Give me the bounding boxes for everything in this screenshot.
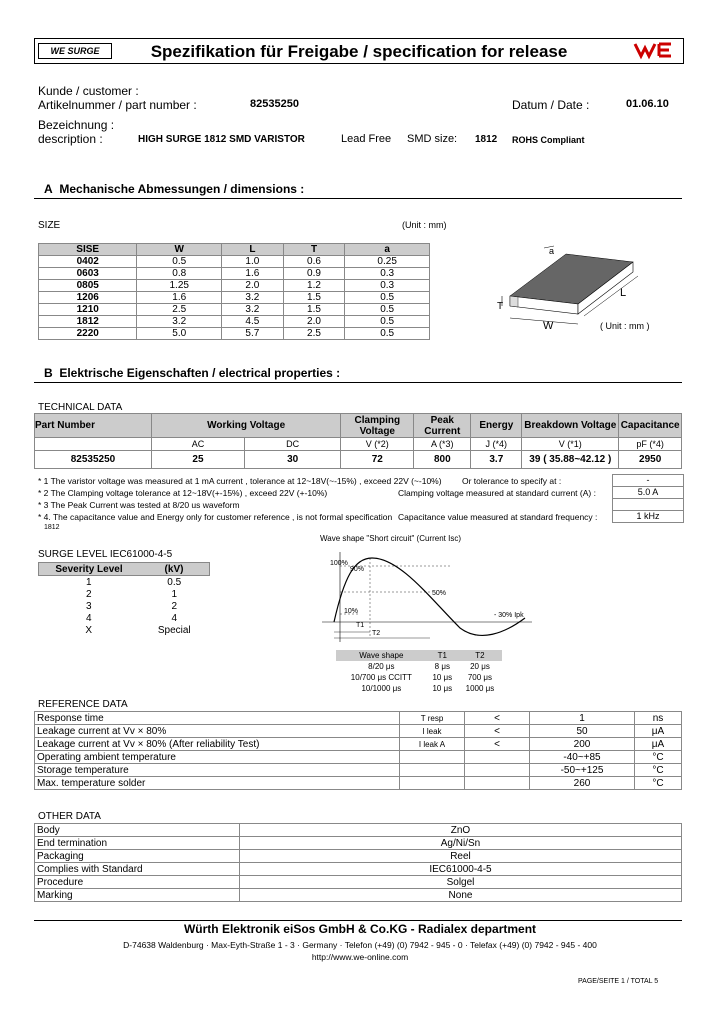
unit-cell: DC <box>244 438 340 451</box>
frequency-box: 1 kHz <box>612 510 684 523</box>
header-box <box>34 38 684 64</box>
dim-header-cell: W <box>137 244 222 256</box>
ref-cell: μA <box>635 725 682 738</box>
dim-cell: 2.5 <box>283 328 345 340</box>
table-row <box>39 268 430 280</box>
ref-cell: Storage temperature <box>35 764 400 777</box>
table-row <box>336 672 502 683</box>
dim-header-cell: a <box>345 244 430 256</box>
surge-cell: 1 <box>85 576 92 588</box>
ref-cell: Operating ambient temperature <box>35 751 400 764</box>
table-row <box>39 256 430 268</box>
th-clamping-voltage: Clamping Voltage <box>341 414 414 438</box>
table-row <box>39 292 430 304</box>
wave-label-10: 10% <box>344 608 359 615</box>
dim-cell: 4.5 <box>222 316 284 328</box>
dim-a-label: a <box>549 246 555 256</box>
dimensions-table <box>38 243 430 340</box>
smd-size-label: SMD size: <box>407 133 458 145</box>
dim-header-cell: T <box>283 244 345 256</box>
ref-cell: Response time <box>35 712 400 725</box>
date-value: 01.06.10 <box>626 98 669 110</box>
surge-th: (kV) <box>164 563 184 575</box>
dim-cell: 0805 <box>39 280 137 292</box>
dim-cell: 5.7 <box>222 328 284 340</box>
section-a-title: A Mechanische Abmessungen / dimensions : <box>44 182 305 196</box>
other-label-cell: Packaging <box>35 850 240 863</box>
table-row <box>35 889 682 902</box>
bezeichnung-label: Bezeichnung : <box>38 118 115 132</box>
dim-cell: 2.0 <box>222 280 284 292</box>
dim-cell: 0.25 <box>345 256 430 268</box>
clamp-current-box: 5.0 A <box>612 486 684 499</box>
ref-cell: Max. temperature solder <box>35 777 400 790</box>
ref-cell: ns <box>635 712 682 725</box>
unit-cell: V (*2) <box>341 438 414 451</box>
wave-cell: 10/700 μs CCITT <box>350 673 412 682</box>
company-name: Würth Elektronik eiSos GmbH & Co.KG - Radialex department <box>183 922 537 936</box>
table-row <box>39 328 430 340</box>
smd-size-value: 1812 <box>475 134 498 145</box>
date-label: Datum / Date : <box>512 98 590 112</box>
table-row <box>39 304 430 316</box>
surge-cell: 3 <box>85 600 92 612</box>
value-cell: 72 <box>341 451 414 469</box>
dim-cell: 0.9 <box>283 268 345 280</box>
dim-cell: 0.5 <box>345 328 430 340</box>
wave-label-50: 50% <box>432 590 447 597</box>
technical-data-label: TECHNICAL DATA <box>38 402 123 413</box>
other-data-table <box>34 823 682 902</box>
dim-cell: 0.5 <box>345 292 430 304</box>
section-a-line <box>34 198 682 199</box>
th-working-voltage: Working Voltage <box>152 414 341 438</box>
wave-th: T2 <box>475 651 485 660</box>
surge-cell: 4 <box>171 612 178 624</box>
company-website[interactable]: http://www.we-online.com <box>311 952 409 962</box>
th-peak-current: Peak Current <box>414 414 471 438</box>
wave-shape-diagram <box>320 548 536 648</box>
ref-cell: 200 <box>530 738 635 751</box>
dim-cell: 1.5 <box>283 304 345 316</box>
other-data-label: OTHER DATA <box>38 811 101 822</box>
surge-cell: Special <box>157 624 191 636</box>
other-value-cell: ZnO <box>240 824 682 837</box>
table-row <box>336 661 502 672</box>
ref-cell: 1 <box>530 712 635 725</box>
description-value: HIGH SURGE 1812 SMD VARISTOR <box>138 134 305 145</box>
part-number-value: 82535250 <box>250 98 299 110</box>
customer-label: Kunde / customer : <box>38 84 139 98</box>
value-cell: 30 <box>244 451 340 469</box>
note-2: * 2 The Clamping voltage tolerance at 12~18V(+-15%) , exceed 22V (+-10%) <box>38 488 328 498</box>
ref-cell: -50~+125 <box>530 764 635 777</box>
surge-cell: 2 <box>171 600 178 612</box>
tolerance-box: - <box>612 474 684 487</box>
ref-cell: Leakage current at Vv × 80% (After reliability Test) <box>35 738 400 751</box>
note-1: * 1 The varistor voltage was measured at 1 mA current , tolerance at 12~18V(~-15%) , exceed 22V (~-10%) <box>38 476 442 486</box>
page-number: PAGE/SEITE 1 / TOTAL 5 <box>578 978 659 985</box>
dim-cell: 5.0 <box>137 328 222 340</box>
note-right-3: Capacitance value measured at standard frequency : <box>398 512 598 522</box>
other-label-cell: End termination <box>35 837 240 850</box>
surge-cell: 1 <box>171 588 178 600</box>
table-row <box>35 725 682 738</box>
section-b-line <box>34 382 682 383</box>
surge-cell: 0.5 <box>167 576 182 588</box>
table-row <box>35 876 682 889</box>
ref-cell <box>465 751 530 764</box>
ref-cell: T resp <box>400 712 465 725</box>
table-row <box>336 683 502 694</box>
ref-cell: I leak <box>400 725 465 738</box>
ref-cell <box>400 777 465 790</box>
other-label-cell: Complies with Standard <box>35 863 240 876</box>
description-label: description : <box>38 132 103 146</box>
dim-cell: 0603 <box>39 268 137 280</box>
wave-label-90: 90% <box>350 566 365 573</box>
wave-cell: 1000 μs <box>465 684 495 693</box>
ref-cell: -40~+85 <box>530 751 635 764</box>
ref-cell: < <box>465 712 530 725</box>
note-right-2: Clamping voltage measured at standard current (A) : <box>398 488 596 498</box>
unit-cell: AC <box>152 438 245 451</box>
dim-cell: 0402 <box>39 256 137 268</box>
unit-cell: pF (*4) <box>619 438 682 451</box>
we-surge-logo: WE SURGE <box>38 43 112 59</box>
note-4: * 4. The capacitance value and Energy only for customer reference , is not formal specification <box>38 512 393 522</box>
dim-header-cell: SISE <box>39 244 137 256</box>
th-part-number: Part Number <box>35 414 152 438</box>
dim-l-label: L <box>620 287 627 299</box>
value-cell: 3.7 <box>471 451 522 469</box>
surge-th: Severity Level <box>55 563 123 575</box>
dim-header-cell: L <box>222 244 284 256</box>
surge-cell: X <box>85 624 93 636</box>
wave-label-t2: T2 <box>372 630 381 637</box>
company-address: D-74638 Waldenburg · Max-Eyth-Straße 1 - 3 · Germany · Telefon (+49) (0) 7942 - 945 - 0 · Telefax (+49) (0) 7942 - 945 - 400 <box>123 940 597 950</box>
wave-cell: 10 μs <box>432 673 453 682</box>
ref-cell: 50 <box>530 725 635 738</box>
value-cell: 800 <box>414 451 471 469</box>
wave-cell: 8/20 μs <box>368 662 395 671</box>
dim-cell: 0.6 <box>283 256 345 268</box>
surge-table <box>38 562 210 636</box>
unit-cell: J (*4) <box>471 438 522 451</box>
dim-cell: 1.6 <box>222 268 284 280</box>
table-row <box>35 777 682 790</box>
dim-w-label: W <box>543 320 554 332</box>
dim-cell: 1210 <box>39 304 137 316</box>
ref-cell: μA <box>635 738 682 751</box>
ref-cell: °C <box>635 777 682 790</box>
dim-cell: 0.3 <box>345 268 430 280</box>
table-row <box>39 600 210 612</box>
other-value-cell: None <box>240 889 682 902</box>
unit-cell <box>35 438 152 451</box>
wave-label-100: 100% <box>330 560 348 567</box>
table-row <box>35 712 682 725</box>
ref-cell <box>400 751 465 764</box>
table-row <box>35 863 682 876</box>
dim-cell: 3.2 <box>222 304 284 316</box>
dim-cell: 1.5 <box>283 292 345 304</box>
value-cell: 39 ( 35.88~42.12 ) <box>522 451 619 469</box>
dim-cell: 1.0 <box>222 256 284 268</box>
wave-label-t1: T1 <box>356 622 365 629</box>
dim-cell: 2.5 <box>137 304 222 316</box>
note-right-1: Or tolerance to specify at : <box>462 476 562 486</box>
table-row <box>35 764 682 777</box>
section-b-title: B Elektrische Eigenschaften / electrical properties : <box>44 366 341 380</box>
dim-cell: 0.5 <box>345 304 430 316</box>
dim-cell: 1812 <box>39 316 137 328</box>
table-row <box>39 612 210 624</box>
surge-cell: 4 <box>85 612 92 624</box>
other-label-cell: Procedure <box>35 876 240 889</box>
table-row <box>35 837 682 850</box>
wave-shape-table <box>336 650 502 694</box>
other-label-cell: Body <box>35 824 240 837</box>
wave-cell: 10/1000 μs <box>361 684 402 693</box>
other-value-cell: Ag/Ni/Sn <box>240 837 682 850</box>
other-value-cell: Reel <box>240 850 682 863</box>
dim-cell: 0.5 <box>345 316 430 328</box>
reference-data-table <box>34 711 682 790</box>
other-value-cell: IEC61000-4-5 <box>240 863 682 876</box>
dim-cell: 1.2 <box>283 280 345 292</box>
ref-cell: < <box>465 725 530 738</box>
other-label-cell: Marking <box>35 889 240 902</box>
table-row <box>39 588 210 600</box>
table-row <box>39 624 210 636</box>
dim-cell: 0.5 <box>137 256 222 268</box>
dim-t-label: T <box>497 301 504 312</box>
table-row <box>35 738 682 751</box>
note-size: 1812 <box>44 524 60 531</box>
table-row <box>35 824 682 837</box>
size-label: SIZE <box>38 220 61 231</box>
ref-cell <box>465 764 530 777</box>
technical-data-table <box>34 413 682 469</box>
other-value-cell: Solgel <box>240 876 682 889</box>
table-row <box>35 850 682 863</box>
wave-cell: 700 μs <box>467 673 493 682</box>
dim-cell: 1206 <box>39 292 137 304</box>
ref-cell <box>400 764 465 777</box>
unit-cell: V (*1) <box>522 438 619 451</box>
ref-cell <box>465 777 530 790</box>
part-number-label: Artikelnummer / part number : <box>38 98 197 112</box>
value-cell: 25 <box>152 451 245 469</box>
surge-level-label: SURGE LEVEL IEC61000-4-5 <box>38 549 173 560</box>
ref-cell: < <box>465 738 530 751</box>
wave-cell: 10 μs <box>432 684 453 693</box>
wave-label-min: - 30% Ipk <box>494 612 524 619</box>
ref-cell: Leakage current at Vv × 80% <box>35 725 400 738</box>
lead-free: Lead Free <box>341 133 392 145</box>
wave-cell: 20 μs <box>470 662 490 671</box>
value-cell: 2950 <box>619 451 682 469</box>
we-logo-icon <box>631 40 679 60</box>
note-3: * 3 The Peak Current was tested at 8/20 us waveform <box>38 500 240 510</box>
surge-cell: 2 <box>85 588 92 600</box>
dim-cell: 1.25 <box>137 280 222 292</box>
footer-line <box>34 920 682 921</box>
dim-cell: 2.0 <box>283 316 345 328</box>
unit-label-2: ( Unit : mm ) <box>600 321 650 331</box>
wave-title: Wave shape "Short circuit" (Current Isc) <box>320 534 461 543</box>
table-row <box>39 316 430 328</box>
table-row <box>35 751 682 764</box>
wave-cell: 8 μs <box>434 662 450 671</box>
dim-cell: 1.6 <box>137 292 222 304</box>
ref-cell: °C <box>635 751 682 764</box>
wave-th: T1 <box>437 651 447 660</box>
th-energy: Energy <box>471 414 522 438</box>
wave-th: Wave shape <box>359 651 404 660</box>
dim-cell: 0.8 <box>137 268 222 280</box>
ref-cell: 260 <box>530 777 635 790</box>
unit-cell: A (*3) <box>414 438 471 451</box>
ref-cell: °C <box>635 764 682 777</box>
rohs-label: ROHS Compliant <box>512 135 585 145</box>
table-row <box>39 280 430 292</box>
dim-cell: 0.3 <box>345 280 430 292</box>
value-cell: 82535250 <box>35 451 152 469</box>
ref-cell: I leak A <box>400 738 465 751</box>
th-capacitance: Capacitance <box>619 414 682 438</box>
dim-cell: 3.2 <box>137 316 222 328</box>
table-row <box>39 576 210 589</box>
reference-data-label: REFERENCE DATA <box>38 699 128 710</box>
th-breakdown-voltage: Breakdown Voltage <box>522 414 619 438</box>
dim-cell: 2220 <box>39 328 137 340</box>
unit-label: (Unit : mm) <box>402 220 447 230</box>
dim-cell: 3.2 <box>222 292 284 304</box>
page-title: Spezifikation für Freigabe / specification for release <box>150 42 568 61</box>
